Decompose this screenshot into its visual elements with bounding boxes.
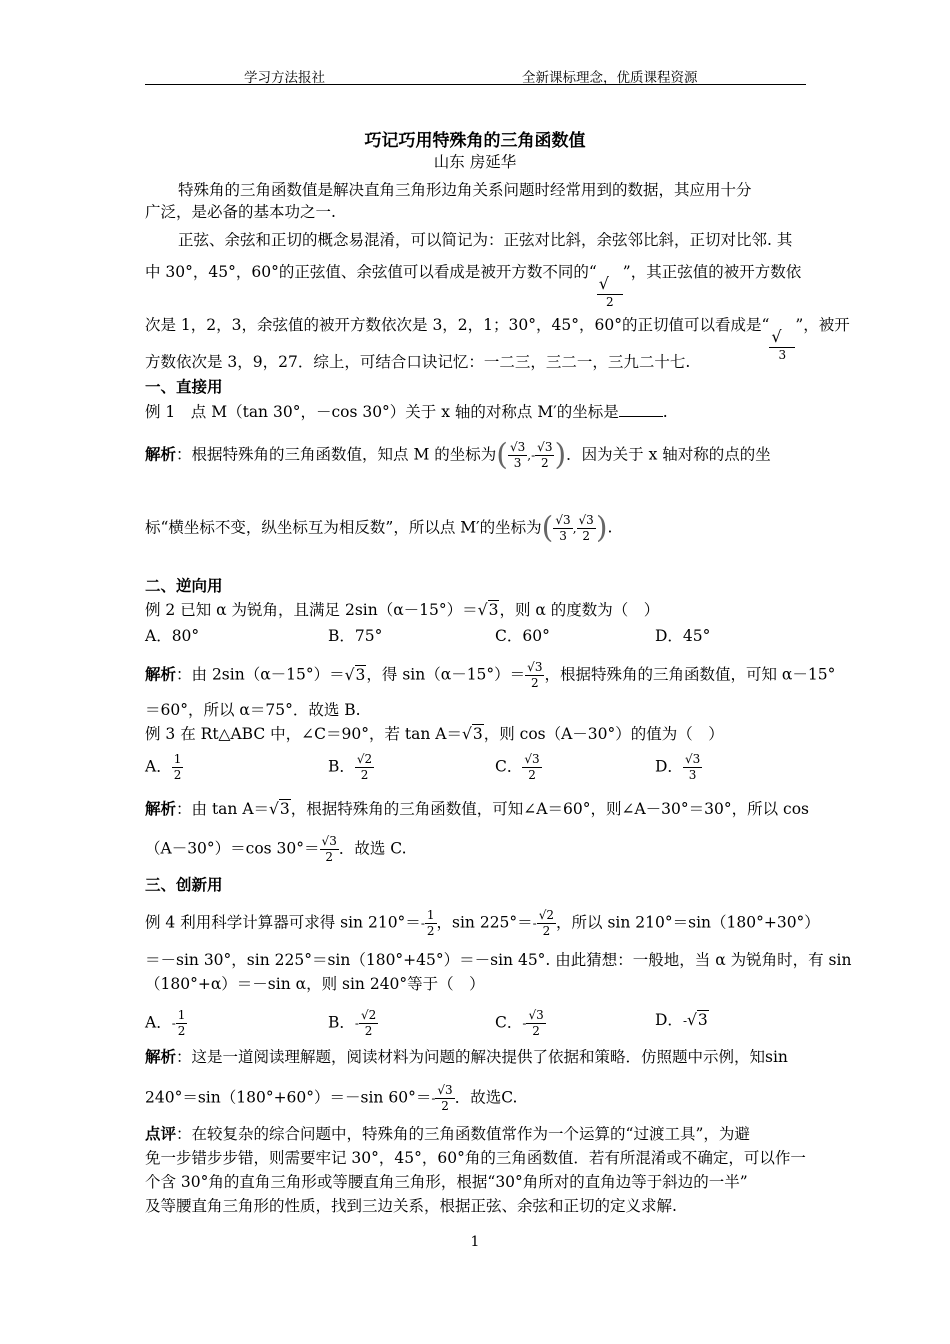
sqrt-over-2-template (597, 274, 623, 310)
intro-p2-line2-b: ”，其正弦值的被开方数依 (622, 263, 802, 281)
solution-4-text-a: ：这是一道阅读理解题，阅读材料为问题的解决提供了依据和策略．仿照题中示例，知sin (176, 1048, 788, 1066)
section-2-heading: 二、逆向用 (145, 577, 223, 595)
comma: , (527, 448, 532, 463)
minus-sign: - (522, 1016, 527, 1031)
intro-p2-line2-a: 中 30°，45°，60°的正弦值、余弦值可以看成是被开方数不同的“ (145, 263, 597, 281)
solution-1-text-c: 标“横坐标不变，纵坐标互为相反数”，所以点 M′的坐标为 (145, 518, 542, 537)
minus-sign: - (682, 1014, 687, 1028)
solution-1-line2 (145, 510, 613, 546)
example-4-line1 (145, 908, 820, 939)
denominator: 3 (688, 768, 697, 782)
solution-label: 解析 (145, 800, 177, 818)
numerator: 1 (426, 908, 435, 922)
numerator: 1 (177, 1008, 186, 1022)
denominator: 2 (177, 1024, 186, 1038)
intro-p1-line1: 特殊角的三角函数值是解决直角三角形边角关系问题时经常用到的数据，其应用十分 (178, 181, 752, 199)
numerator: √3 (437, 1083, 453, 1097)
option-label: D． (655, 1011, 683, 1029)
numerator: √2 (538, 908, 555, 922)
solution-2-line1 (145, 660, 835, 691)
minus-sign: - (420, 916, 425, 931)
solution-2-line2: ＝60°，所以 α＝75°．故选 B. (145, 701, 361, 719)
solution-4-line2 (145, 1083, 517, 1114)
template-denominator-3: 3 (778, 348, 787, 362)
option-label: C． (495, 1013, 523, 1032)
denominator: 3 (513, 456, 522, 470)
solution-1-text-b: ．因为关于 x 轴对称的点的坐 (566, 445, 771, 464)
ex3-option-d (655, 752, 702, 783)
right-paren: ) (595, 510, 608, 546)
intro-p2-line2 (145, 262, 801, 310)
comment-text-1: ：在较复杂的综合问题中，特殊角的三角函数值常作为一个运算的“过渡工具”，为避 (176, 1125, 750, 1143)
denominator: 2 (542, 924, 551, 938)
numerator: √2 (356, 752, 373, 766)
solution-label: 解析 (145, 1048, 177, 1066)
example-4-text-a: 例 4 利用科学计算器可求得 sin 210°＝ (145, 913, 421, 932)
header-right: 全新课标理念，优质课程资源 (522, 70, 698, 86)
header-left: 学习方法报社 (244, 70, 325, 86)
sqrt-3: √3 (477, 601, 499, 619)
denominator: 2 (531, 676, 539, 690)
denominator: 2 (364, 1024, 373, 1038)
option-label: D． (655, 757, 683, 776)
frac-sqrt3-over-3 (683, 752, 702, 783)
solution-1-text-a: ：根据特殊角的三角函数值，知点 M 的坐标为 (176, 445, 497, 464)
ex4-option-a (145, 1008, 187, 1039)
intro-p2-line1: 正弦、余弦和正切的概念易混淆，可以简记为：正弦对比斜，余弦邻比斜，正切对比邻. 其 (178, 231, 793, 249)
page-number: 1 (470, 1234, 480, 1250)
frac-sqrt2-over-2 (359, 1008, 378, 1039)
frac-sqrt3-over-2 (526, 1008, 545, 1039)
ex2-option-b: B．75° (328, 627, 383, 645)
solution-3-text-b: ，根据特殊角的三角函数值，可知∠A＝60°，则∠A－30°＝30°，所以 cos (290, 800, 809, 818)
intro-p1-line2: 广泛，是必备的基本功之一. (145, 203, 336, 221)
section-3-heading: 三、创新用 (145, 876, 223, 894)
ex4-option-d (655, 1010, 709, 1031)
numerator: √3 (524, 752, 540, 766)
frac-sqrt2-over-2 (355, 752, 374, 783)
denominator: 2 (582, 529, 590, 543)
sqrt-over-3-template (769, 327, 795, 363)
comment-line4: 及等腰直角三角形的性质，找到三边关系，根据正弦、余弦和正切的定义求解. (145, 1197, 677, 1215)
author-line: 山东 房延华 (433, 153, 517, 171)
frac-sqrt3-over-2 (535, 440, 554, 471)
sqrt-3: √3 (687, 1011, 708, 1029)
ex4-option-c (495, 1008, 546, 1039)
ex2-option-d: D．45° (655, 627, 711, 645)
solution-4-text-b: 240°＝sin（180°+60°）＝－sin 60°＝ (145, 1088, 432, 1107)
template-denominator-2: 2 (605, 295, 614, 309)
example-4-text-b: ，sin 225°＝ (436, 913, 533, 932)
frac-sqrt3-over-2 (435, 1083, 454, 1114)
solution-4-text-c: ．故选C. (454, 1088, 518, 1107)
comma: , (572, 521, 577, 536)
frac-sqrt3-over-3 (553, 513, 572, 544)
numerator: √3 (528, 1008, 544, 1022)
numerator: 1 (173, 752, 182, 766)
denominator: 3 (559, 529, 567, 543)
numerator: √3 (555, 513, 571, 527)
solution-2-text-a: ：由 2sin（α－15°）＝ (176, 665, 345, 684)
right-paren: ) (554, 437, 567, 473)
left-paren: ( (496, 437, 508, 473)
comment-label: 点评 (145, 1125, 177, 1143)
ex4-option-b (328, 1008, 378, 1039)
numerator: √3 (537, 440, 553, 454)
intro-p2-line3-a: 次是 1，2，3，余弦值的被开方数依次是 3，2，1；30°，45°，60°的正切值可以看成是“ (145, 316, 770, 334)
option-label: B． (328, 1013, 355, 1032)
denominator: 2 (532, 1024, 540, 1038)
comment-line1 (145, 1124, 750, 1144)
option-label: C． (495, 757, 523, 776)
frac-sqrt3-over-2 (577, 513, 596, 544)
frac-sqrt3-over-2 (525, 660, 544, 691)
example-1 (145, 402, 668, 422)
solution-1-text-d: . (607, 518, 613, 537)
numerator: √3 (527, 660, 543, 674)
frac-1-over-2 (172, 752, 184, 783)
example-4-text-c: ，所以 sin 210°＝sin（180°+30°） (556, 913, 820, 932)
option-label: A． (145, 1013, 172, 1032)
sqrt-template-numerator: √ (769, 327, 795, 348)
frac-sqrt3-over-3 (508, 440, 527, 471)
frac-1-over-2 (176, 1008, 188, 1039)
numerator: √2 (360, 1008, 377, 1022)
denominator: 2 (360, 768, 369, 782)
section-1-heading: 一、直接用 (145, 378, 223, 396)
example-2 (145, 600, 659, 620)
article-title: 巧记巧用特殊角的三角函数值 (364, 131, 586, 151)
numerator: √3 (509, 440, 526, 454)
sqrt-3: √3 (269, 800, 290, 818)
solution-label: 解析 (145, 665, 177, 684)
sqrt-3: √3 (344, 665, 366, 684)
denominator: 2 (540, 456, 549, 470)
header-rule (145, 84, 806, 85)
ex2-option-c: C．60° (495, 627, 550, 645)
sqrt-3: √3 (461, 725, 483, 743)
example-3-end: ，则 cos（A－30°）的值为（ ） (483, 725, 724, 743)
ex3-option-b (328, 752, 374, 783)
denominator: 2 (173, 768, 182, 782)
option-label: A． (145, 757, 172, 776)
frac-sqrt3-over-2 (320, 834, 339, 865)
intro-p2-line4: 方数依次是 3，9，27．综上，可结合口诀记忆：一二三，三二一，三九二十七. (145, 353, 691, 371)
solution-3-line2 (145, 834, 407, 865)
intro-p2-line3-b: ”，被开 (795, 316, 850, 334)
denominator: 2 (441, 1099, 449, 1113)
example-3 (145, 724, 724, 744)
numerator: √3 (684, 752, 701, 766)
minus-sign: - (531, 448, 536, 463)
example-2-end: ，则 α 的度数为（ ） (499, 601, 660, 619)
example-4-line2: ＝－sin 30°，sin 225°＝sin（180°+45°）＝－sin 45°. 由此猜想：一般地，当 α 为锐角时，有 sin (145, 951, 852, 969)
example-3-text: 例 3 在 Rt△ABC 中，∠C＝90°，若 tan A＝ (145, 725, 462, 743)
comment-line3: 个含 30°角的直角三角形或等腰直角三角形，根据“30°角所对的直角边等于斜边的一半” (145, 1173, 748, 1191)
sqrt-template-numerator: √ (597, 274, 623, 295)
denominator: 2 (528, 768, 536, 782)
solution-label: 解析 (145, 445, 177, 464)
numerator: √3 (321, 834, 337, 848)
minus-sign: - (354, 1016, 359, 1031)
left-paren: ( (541, 510, 554, 546)
example-1-end: . (662, 403, 668, 421)
frac-sqrt2-over-2 (537, 908, 556, 939)
solution-3-line1 (145, 799, 809, 819)
example-2-text: 例 2 已知 α 为锐角，且满足 2sin（α－15°）＝ (145, 601, 478, 619)
example-1-text: 例 1 点 M（tan 30°，－cos 30°）关于 x 轴的对称点 M′的坐标是 (145, 403, 619, 421)
solution-3-text-c: （A－30°）＝cos 30°＝ (145, 839, 320, 858)
numerator: √3 (578, 513, 594, 527)
example-4-line3: （180°+α）＝－sin α，则 sin 240°等于（ ） (145, 975, 485, 993)
denominator: 2 (325, 850, 334, 864)
solution-4-line1 (145, 1047, 788, 1067)
solution-3-text-d: ．故选 C. (338, 839, 407, 858)
ex2-option-a: A．80° (145, 627, 200, 645)
denominator: 2 (426, 924, 435, 938)
solution-1-line1 (145, 437, 771, 473)
comment-line2: 免一步错步步错，则需要牢记 30°，45°，60°角的三角函数值．若有所混淆或不确定，可以作一 (145, 1149, 806, 1167)
ex3-option-a (145, 752, 183, 783)
solution-3-text-a: ：由 tan A＝ (176, 800, 270, 818)
minus-sign: - (532, 916, 537, 931)
ex3-option-c (495, 752, 542, 783)
answer-blank (619, 416, 663, 417)
minus-sign: - (171, 1016, 176, 1031)
frac-sqrt3-over-2 (522, 752, 541, 783)
minus-sign: - (431, 1091, 436, 1106)
solution-2-text-b: ，得 sin（α－15°）＝ (366, 665, 526, 684)
frac-1-over-2 (425, 908, 437, 939)
solution-2-text-c: ，根据特殊角的三角函数值，可知 α－15° (544, 665, 836, 684)
option-label: B． (328, 757, 355, 776)
